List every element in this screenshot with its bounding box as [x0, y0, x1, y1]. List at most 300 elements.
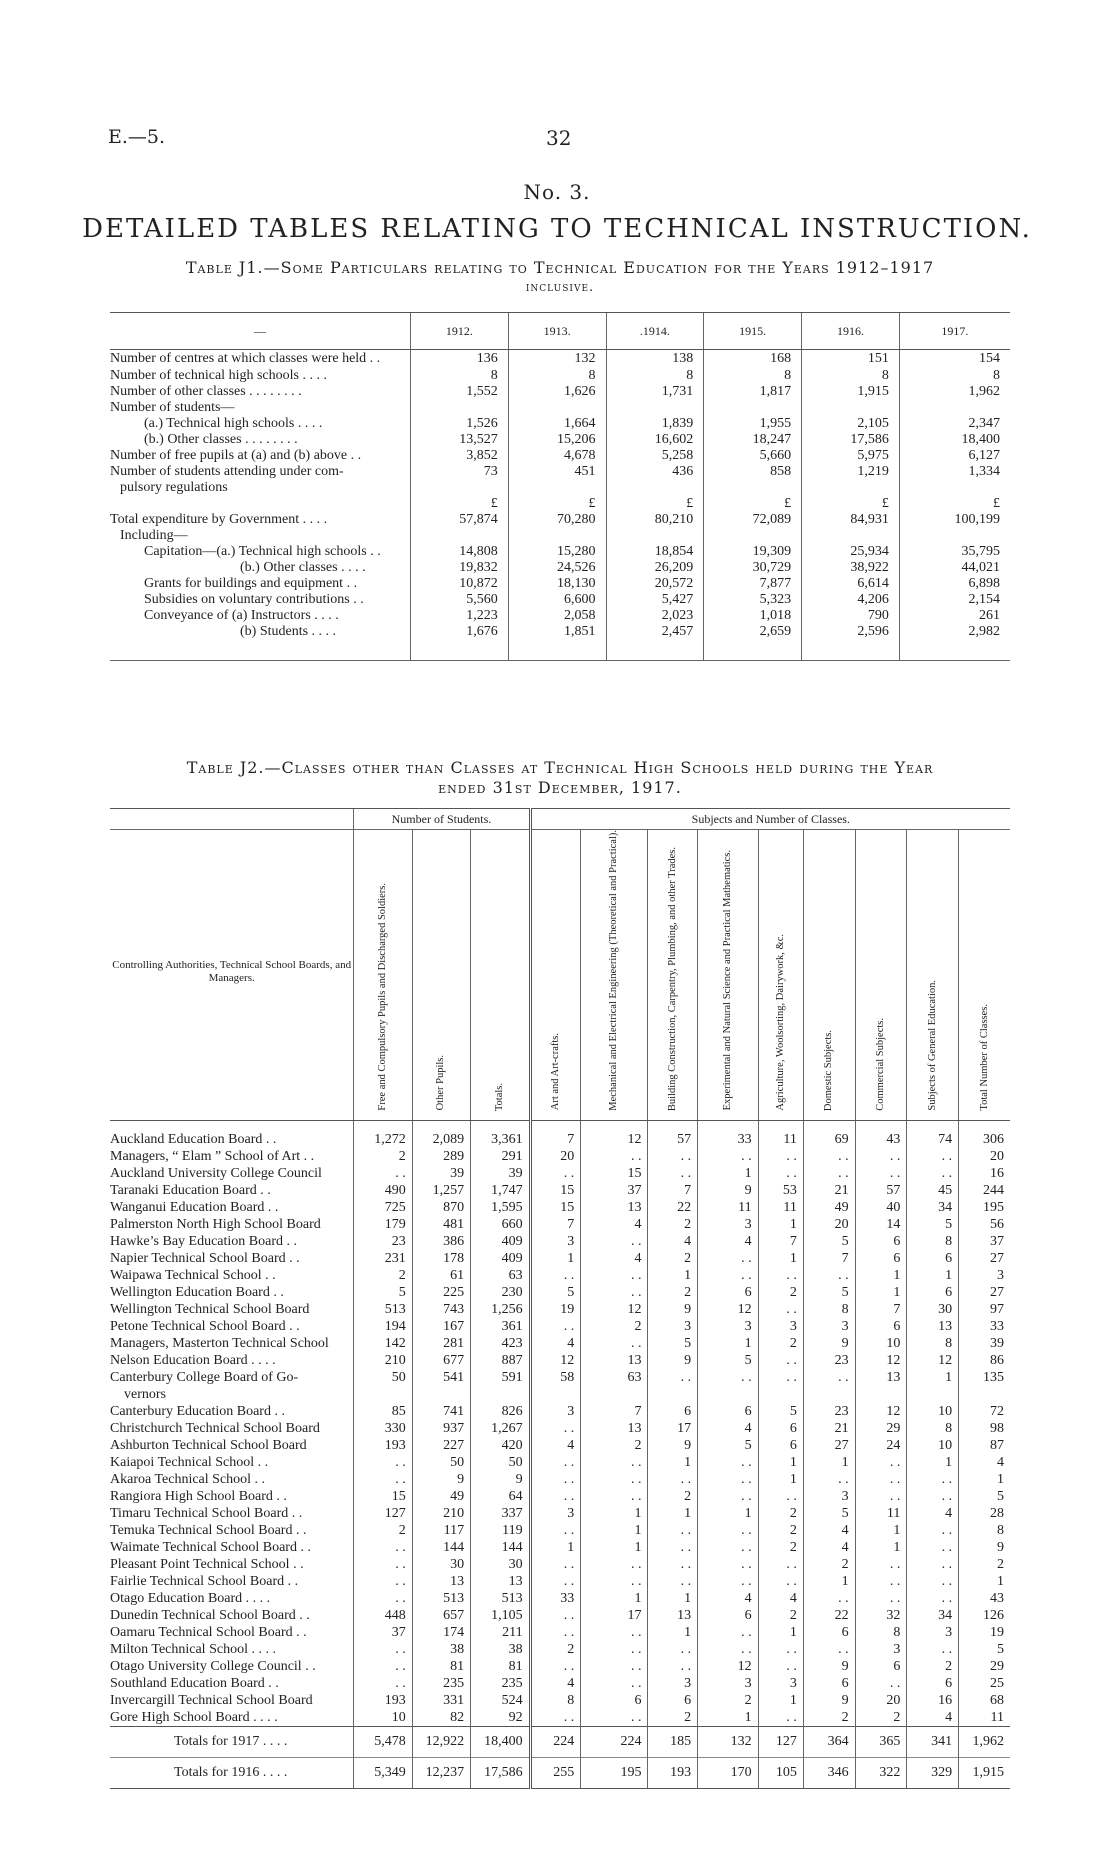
table-row — [110, 1233, 1010, 1250]
value-cell: 1,219 — [802, 464, 900, 480]
value-cell: 2 — [354, 1522, 412, 1539]
value-cell: 8 — [704, 368, 802, 384]
value-cell: . . — [855, 1471, 907, 1488]
col-header-domestic — [803, 830, 855, 1121]
value-cell: 2,105 — [802, 416, 900, 432]
table-j1-corner: — — [110, 313, 411, 350]
value-cell: . . — [803, 1590, 855, 1607]
value-cell: 10 — [907, 1437, 959, 1454]
value-cell: . . — [758, 1165, 803, 1182]
value-cell: 6,127 — [899, 448, 1010, 464]
value-cell: 135 — [959, 1369, 1010, 1386]
value-cell: 7 — [803, 1250, 855, 1267]
value-cell — [704, 528, 802, 544]
value-cell: 70,280 — [508, 512, 606, 528]
value-cell: 8 — [802, 368, 900, 384]
table-row — [110, 480, 1010, 496]
value-cell: 14,808 — [411, 544, 509, 560]
value-cell: 2 — [581, 1318, 648, 1335]
value-cell: 3 — [758, 1675, 803, 1692]
value-cell: . . — [758, 1352, 803, 1369]
authority-name: Akaroa Technical School . . — [110, 1471, 266, 1487]
value-cell — [508, 400, 606, 416]
value-cell: 677 — [412, 1352, 470, 1369]
value-cell: 7 — [758, 1233, 803, 1250]
value-cell: . . — [648, 1369, 698, 1386]
value-cell: 361 — [471, 1318, 530, 1335]
value-cell: 58 — [530, 1369, 581, 1386]
value-cell: 235 — [471, 1675, 530, 1692]
table-j2-caption — [110, 758, 1010, 798]
value-cell: 38,922 — [802, 560, 900, 576]
value-cell: 15,280 — [508, 544, 606, 560]
value-cell: 63 — [471, 1267, 530, 1284]
value-cell: 1 — [959, 1471, 1010, 1488]
value-cell: . . — [698, 1641, 759, 1658]
value-cell: 50 — [412, 1454, 470, 1471]
value-cell: . . — [758, 1709, 803, 1727]
table-j1-caption-line2: inclusive. — [525, 280, 595, 295]
value-cell: . . — [855, 1454, 907, 1471]
value-cell: 1,962 — [899, 384, 1010, 400]
value-cell: 330 — [354, 1420, 412, 1437]
value-cell: . . — [698, 1539, 759, 1556]
value-cell: 12 — [855, 1403, 907, 1420]
value-cell: 19,832 — [411, 560, 509, 576]
value-cell: 4 — [530, 1437, 581, 1454]
value-cell — [411, 480, 509, 496]
value-cell: £ — [704, 496, 802, 512]
row-label: Including— — [120, 528, 188, 543]
value-cell: 591 — [471, 1369, 530, 1386]
value-cell: 2 — [530, 1641, 581, 1658]
col-header-general — [907, 830, 959, 1121]
value-cell: 6 — [758, 1437, 803, 1454]
table-j1-header-row — [110, 313, 1010, 350]
value-cell: 33 — [698, 1120, 759, 1148]
value-cell: 436 — [606, 464, 704, 480]
value-cell: 2 — [803, 1709, 855, 1727]
value-cell — [508, 480, 606, 496]
value-cell: 18,400 — [899, 432, 1010, 448]
authority-name: Waimate Technical School Board . . — [110, 1539, 311, 1555]
value-cell: 1,334 — [899, 464, 1010, 480]
authority-name: Christchurch Technical School Board — [110, 1420, 320, 1436]
col-header-science — [698, 830, 759, 1121]
value-cell: 3,361 — [471, 1120, 530, 1148]
value-cell: . . — [581, 1284, 648, 1301]
col-header-label: Free and Compulsory Pupils and Discharged Soldiers. — [377, 883, 389, 1111]
value-cell: 174 — [412, 1624, 470, 1641]
value-cell: 5,660 — [704, 448, 802, 464]
value-cell: 6 — [855, 1233, 907, 1250]
value-cell: 4,206 — [802, 592, 900, 608]
value-cell: 40 — [855, 1199, 907, 1216]
table-row — [110, 368, 1010, 384]
value-cell: 11 — [698, 1199, 759, 1216]
value-cell: 10 — [907, 1403, 959, 1420]
authority-name: Waipawa Technical School . . — [110, 1267, 276, 1283]
value-cell: 5,478 — [354, 1726, 412, 1757]
value-cell: . . — [855, 1488, 907, 1505]
value-cell: 57 — [648, 1120, 698, 1148]
value-cell — [508, 528, 606, 544]
value-cell: 1 — [698, 1709, 759, 1727]
value-cell: . . — [354, 1641, 412, 1658]
row-label: (b.) Other classes . . . . . . . . — [144, 432, 298, 447]
value-cell: 37 — [354, 1624, 412, 1641]
table-row — [110, 1182, 1010, 1199]
value-cell: . . — [581, 1624, 648, 1641]
value-cell: 826 — [471, 1403, 530, 1420]
value-cell: . . — [530, 1573, 581, 1590]
value-cell: 1 — [758, 1692, 803, 1709]
value-cell: 11 — [855, 1505, 907, 1522]
value-cell: 2 — [354, 1148, 412, 1165]
authority-name: Nelson Education Board . . . . — [110, 1352, 276, 1368]
value-cell: . . — [581, 1267, 648, 1284]
table-row — [110, 1692, 1010, 1709]
value-cell: 25,934 — [802, 544, 900, 560]
value-cell: 13 — [855, 1369, 907, 1386]
value-cell: 1 — [698, 1335, 759, 1352]
value-cell: 346 — [803, 1757, 855, 1788]
value-cell: 870 — [412, 1199, 470, 1216]
value-cell: 5,258 — [606, 448, 704, 464]
year-header: 1916. — [802, 313, 900, 350]
value-cell: . . — [803, 1148, 855, 1165]
value-cell: 170 — [698, 1757, 759, 1788]
table-row — [110, 1607, 1010, 1624]
value-cell: . . — [530, 1709, 581, 1727]
authority-name: Canterbury Education Board . . — [110, 1403, 285, 1419]
year-header: 1912. — [411, 313, 509, 350]
value-cell: 6 — [803, 1675, 855, 1692]
value-cell: 87 — [959, 1437, 1010, 1454]
value-cell: 2 — [758, 1284, 803, 1301]
value-cell: 4 — [530, 1675, 581, 1692]
value-cell: 4 — [698, 1420, 759, 1437]
table-row — [110, 1403, 1010, 1420]
value-cell: 53 — [758, 1182, 803, 1199]
value-cell: 4 — [758, 1590, 803, 1607]
value-cell: 82 — [412, 1709, 470, 1727]
value-cell: 2,089 — [412, 1120, 470, 1148]
table-row — [110, 1386, 1010, 1403]
value-cell: 4 — [648, 1233, 698, 1250]
table-row — [110, 1420, 1010, 1437]
value-cell: 11 — [959, 1709, 1010, 1727]
value-cell: . . — [698, 1454, 759, 1471]
value-cell: 225 — [412, 1284, 470, 1301]
table-row — [110, 1165, 1010, 1182]
value-cell: 22 — [648, 1199, 698, 1216]
value-cell: 1 — [648, 1454, 698, 1471]
value-cell: 329 — [907, 1757, 959, 1788]
value-cell: 3 — [803, 1318, 855, 1335]
value-cell: 5 — [803, 1233, 855, 1250]
value-cell: . . — [907, 1165, 959, 1182]
value-cell: 11 — [758, 1199, 803, 1216]
value-cell: 1 — [758, 1624, 803, 1641]
value-cell: 1 — [581, 1505, 648, 1522]
value-cell: 15 — [530, 1199, 581, 1216]
value-cell: 7 — [855, 1301, 907, 1318]
value-cell: 2 — [354, 1267, 412, 1284]
table-row — [110, 1335, 1010, 1352]
value-cell: 386 — [412, 1233, 470, 1250]
value-cell: 30 — [907, 1301, 959, 1318]
value-cell: . . — [907, 1590, 959, 1607]
value-cell: 26,209 — [606, 560, 704, 576]
value-cell: 13 — [907, 1318, 959, 1335]
value-cell: 1 — [648, 1505, 698, 1522]
value-cell: . . — [530, 1556, 581, 1573]
table-row — [110, 496, 1010, 512]
value-cell: 72,089 — [704, 512, 802, 528]
row-label: Total expenditure by Government . . . . — [110, 512, 328, 527]
value-cell: 1 — [758, 1454, 803, 1471]
value-cell: 154 — [899, 350, 1010, 369]
value-cell — [704, 400, 802, 416]
value-cell: 138 — [606, 350, 704, 369]
value-cell: 4 — [803, 1539, 855, 1556]
value-cell: 1,955 — [704, 416, 802, 432]
value-cell: 4 — [803, 1522, 855, 1539]
value-cell: 2 — [648, 1216, 698, 1233]
value-cell: 1 — [959, 1573, 1010, 1590]
value-cell: 14 — [855, 1216, 907, 1233]
value-cell: 15 — [581, 1165, 648, 1182]
col-header-label: Total Number of Classes. — [978, 1004, 990, 1111]
value-cell: 2,347 — [899, 416, 1010, 432]
value-cell: 8 — [530, 1692, 581, 1709]
value-cell: 6 — [855, 1318, 907, 1335]
table-row — [110, 350, 1010, 369]
row-label: Number of other classes . . . . . . . . — [110, 384, 302, 399]
value-cell: 2 — [581, 1437, 648, 1454]
authority-name: Fairlie Technical School Board . . — [110, 1573, 299, 1589]
value-cell: 790 — [802, 608, 900, 624]
value-cell: 451 — [508, 464, 606, 480]
col-header-label: Subjects of General Education. — [926, 980, 938, 1111]
value-cell: . . — [758, 1556, 803, 1573]
value-cell: . . — [530, 1318, 581, 1335]
value-cell: . . — [530, 1488, 581, 1505]
value-cell: . . — [581, 1454, 648, 1471]
table-j1-caption-line1: Table J1.—Some Particulars relating to Technical Education for the Years 1912–1917 — [185, 258, 935, 277]
value-cell: 8 — [855, 1624, 907, 1641]
value-cell: 365 — [855, 1726, 907, 1757]
value-cell: 35,795 — [899, 544, 1010, 560]
value-cell: 144 — [471, 1539, 530, 1556]
authority-name: Auckland University College Council — [110, 1165, 322, 1181]
value-cell: 887 — [471, 1352, 530, 1369]
value-cell: 1,552 — [411, 384, 509, 400]
value-cell: . . — [581, 1233, 648, 1250]
value-cell: 513 — [354, 1301, 412, 1318]
value-cell: 5 — [907, 1216, 959, 1233]
row-label: Grants for buildings and equipment . . — [144, 576, 358, 591]
value-cell — [698, 1386, 759, 1403]
col-header-commercial — [855, 830, 907, 1121]
value-cell: . . — [581, 1335, 648, 1352]
value-cell: 37 — [581, 1182, 648, 1199]
value-cell: 20 — [803, 1216, 855, 1233]
authority-name: Invercargill Technical School Board — [110, 1692, 313, 1708]
value-cell: . . — [698, 1267, 759, 1284]
value-cell: 1 — [648, 1267, 698, 1284]
value-cell: 39 — [471, 1165, 530, 1182]
value-cell: 29 — [855, 1420, 907, 1437]
value-cell: 64 — [471, 1488, 530, 1505]
value-cell: 281 — [412, 1335, 470, 1352]
value-cell: 1 — [855, 1267, 907, 1284]
value-cell: 1 — [803, 1573, 855, 1590]
value-cell: 937 — [412, 1420, 470, 1437]
value-cell — [581, 1386, 648, 1403]
value-cell: 18,854 — [606, 544, 704, 560]
table-row — [110, 1199, 1010, 1216]
value-cell: 1 — [855, 1522, 907, 1539]
value-cell: 1 — [581, 1590, 648, 1607]
value-cell: 7 — [530, 1120, 581, 1148]
value-cell: 34 — [907, 1607, 959, 1624]
value-cell — [412, 1386, 470, 1403]
value-cell: 2,596 — [802, 624, 900, 661]
students-group-header: Number of Students. — [354, 809, 530, 830]
value-cell: 2 — [758, 1539, 803, 1556]
year-header: .1914. — [606, 313, 704, 350]
value-cell: 2,058 — [508, 608, 606, 624]
value-cell: 12 — [698, 1658, 759, 1675]
value-cell: 195 — [581, 1757, 648, 1788]
value-cell: 97 — [959, 1301, 1010, 1318]
value-cell: 9 — [412, 1471, 470, 1488]
value-cell: . . — [855, 1148, 907, 1165]
value-cell: 17,586 — [471, 1757, 530, 1788]
value-cell: 25 — [959, 1675, 1010, 1692]
value-cell: 210 — [354, 1352, 412, 1369]
value-cell: 227 — [412, 1437, 470, 1454]
value-cell: 8 — [899, 368, 1010, 384]
value-cell: . . — [581, 1641, 648, 1658]
authority-name: Hawke’s Bay Education Board . . — [110, 1233, 298, 1249]
page-title: DETAILED TABLES RELATING TO TECHNICAL INSTRUCTION. — [82, 214, 1032, 244]
value-cell: 20 — [530, 1148, 581, 1165]
value-cell: 12,237 — [412, 1757, 470, 1788]
table-j2-column-row — [110, 830, 1010, 1121]
value-cell: 142 — [354, 1335, 412, 1352]
value-cell: 1 — [907, 1454, 959, 1471]
totals-row — [110, 1757, 1010, 1788]
value-cell: . . — [648, 1573, 698, 1590]
value-cell: 3 — [530, 1505, 581, 1522]
value-cell: 6 — [803, 1624, 855, 1641]
value-cell: 39 — [959, 1335, 1010, 1352]
table-row — [110, 416, 1010, 432]
value-cell: . . — [581, 1709, 648, 1727]
value-cell — [899, 528, 1010, 544]
value-cell: 167 — [412, 1318, 470, 1335]
value-cell: . . — [698, 1471, 759, 1488]
authority-name: Dunedin Technical School Board . . — [110, 1607, 310, 1623]
value-cell: 261 — [899, 608, 1010, 624]
value-cell: . . — [648, 1641, 698, 1658]
value-cell: 2 — [758, 1335, 803, 1352]
value-cell: 3 — [698, 1675, 759, 1692]
value-cell — [411, 528, 509, 544]
authority-name: Wellington Education Board . . — [110, 1284, 284, 1300]
authority-name: Timaru Technical School Board . . — [110, 1505, 303, 1521]
value-cell: 69 — [803, 1120, 855, 1148]
table-row — [110, 1267, 1010, 1284]
value-cell: . . — [855, 1573, 907, 1590]
value-cell: 6 — [907, 1250, 959, 1267]
value-cell: 6 — [698, 1403, 759, 1420]
value-cell: 17 — [581, 1607, 648, 1624]
value-cell: . . — [698, 1488, 759, 1505]
value-cell — [899, 480, 1010, 496]
value-cell: 34 — [907, 1199, 959, 1216]
value-cell: 7 — [581, 1403, 648, 1420]
value-cell — [354, 1386, 412, 1403]
row-label: Number of centres at which classes were held . . — [110, 351, 381, 366]
value-cell: 27 — [959, 1284, 1010, 1301]
value-cell: 1,595 — [471, 1199, 530, 1216]
value-cell: 6 — [907, 1284, 959, 1301]
value-cell: . . — [354, 1590, 412, 1607]
value-cell: 524 — [471, 1692, 530, 1709]
value-cell: 1,731 — [606, 384, 704, 400]
value-cell: 3 — [648, 1318, 698, 1335]
value-cell: 18,130 — [508, 576, 606, 592]
value-cell: 73 — [411, 464, 509, 480]
value-cell: 132 — [698, 1726, 759, 1757]
table-j2-body — [110, 1120, 1010, 1788]
table-row — [110, 608, 1010, 624]
value-cell: 1 — [758, 1471, 803, 1488]
value-cell: 144 — [412, 1539, 470, 1556]
value-cell: 38 — [471, 1641, 530, 1658]
authority-name: Southland Education Board . . — [110, 1675, 279, 1691]
value-cell: 2 — [758, 1522, 803, 1539]
value-cell: 2,982 — [899, 624, 1010, 661]
value-cell: 136 — [411, 350, 509, 369]
value-cell: 119 — [471, 1522, 530, 1539]
row-label: Number of students— — [110, 400, 235, 415]
value-cell: . . — [855, 1556, 907, 1573]
value-cell: . . — [698, 1369, 759, 1386]
col-header-label: Agriculture, Woolsorting, Dairywork, &c. — [774, 934, 786, 1111]
value-cell: 423 — [471, 1335, 530, 1352]
value-cell: 5,323 — [704, 592, 802, 608]
value-cell: 50 — [354, 1369, 412, 1386]
value-cell: 4 — [907, 1505, 959, 1522]
value-cell — [899, 400, 1010, 416]
value-cell: 30,729 — [704, 560, 802, 576]
col-header-label: Building Construction, Carpentry, Plumbing, and other Trades. — [666, 846, 678, 1111]
value-cell: 8 — [508, 368, 606, 384]
value-cell: 179 — [354, 1216, 412, 1233]
row-label: (a.) Technical high schools . . . . — [144, 416, 323, 431]
value-cell: 5,427 — [606, 592, 704, 608]
table-row — [110, 1284, 1010, 1301]
value-cell: 151 — [802, 350, 900, 369]
col-header-totals — [471, 830, 530, 1121]
value-cell: 20,572 — [606, 576, 704, 592]
value-cell: 2 — [758, 1505, 803, 1522]
